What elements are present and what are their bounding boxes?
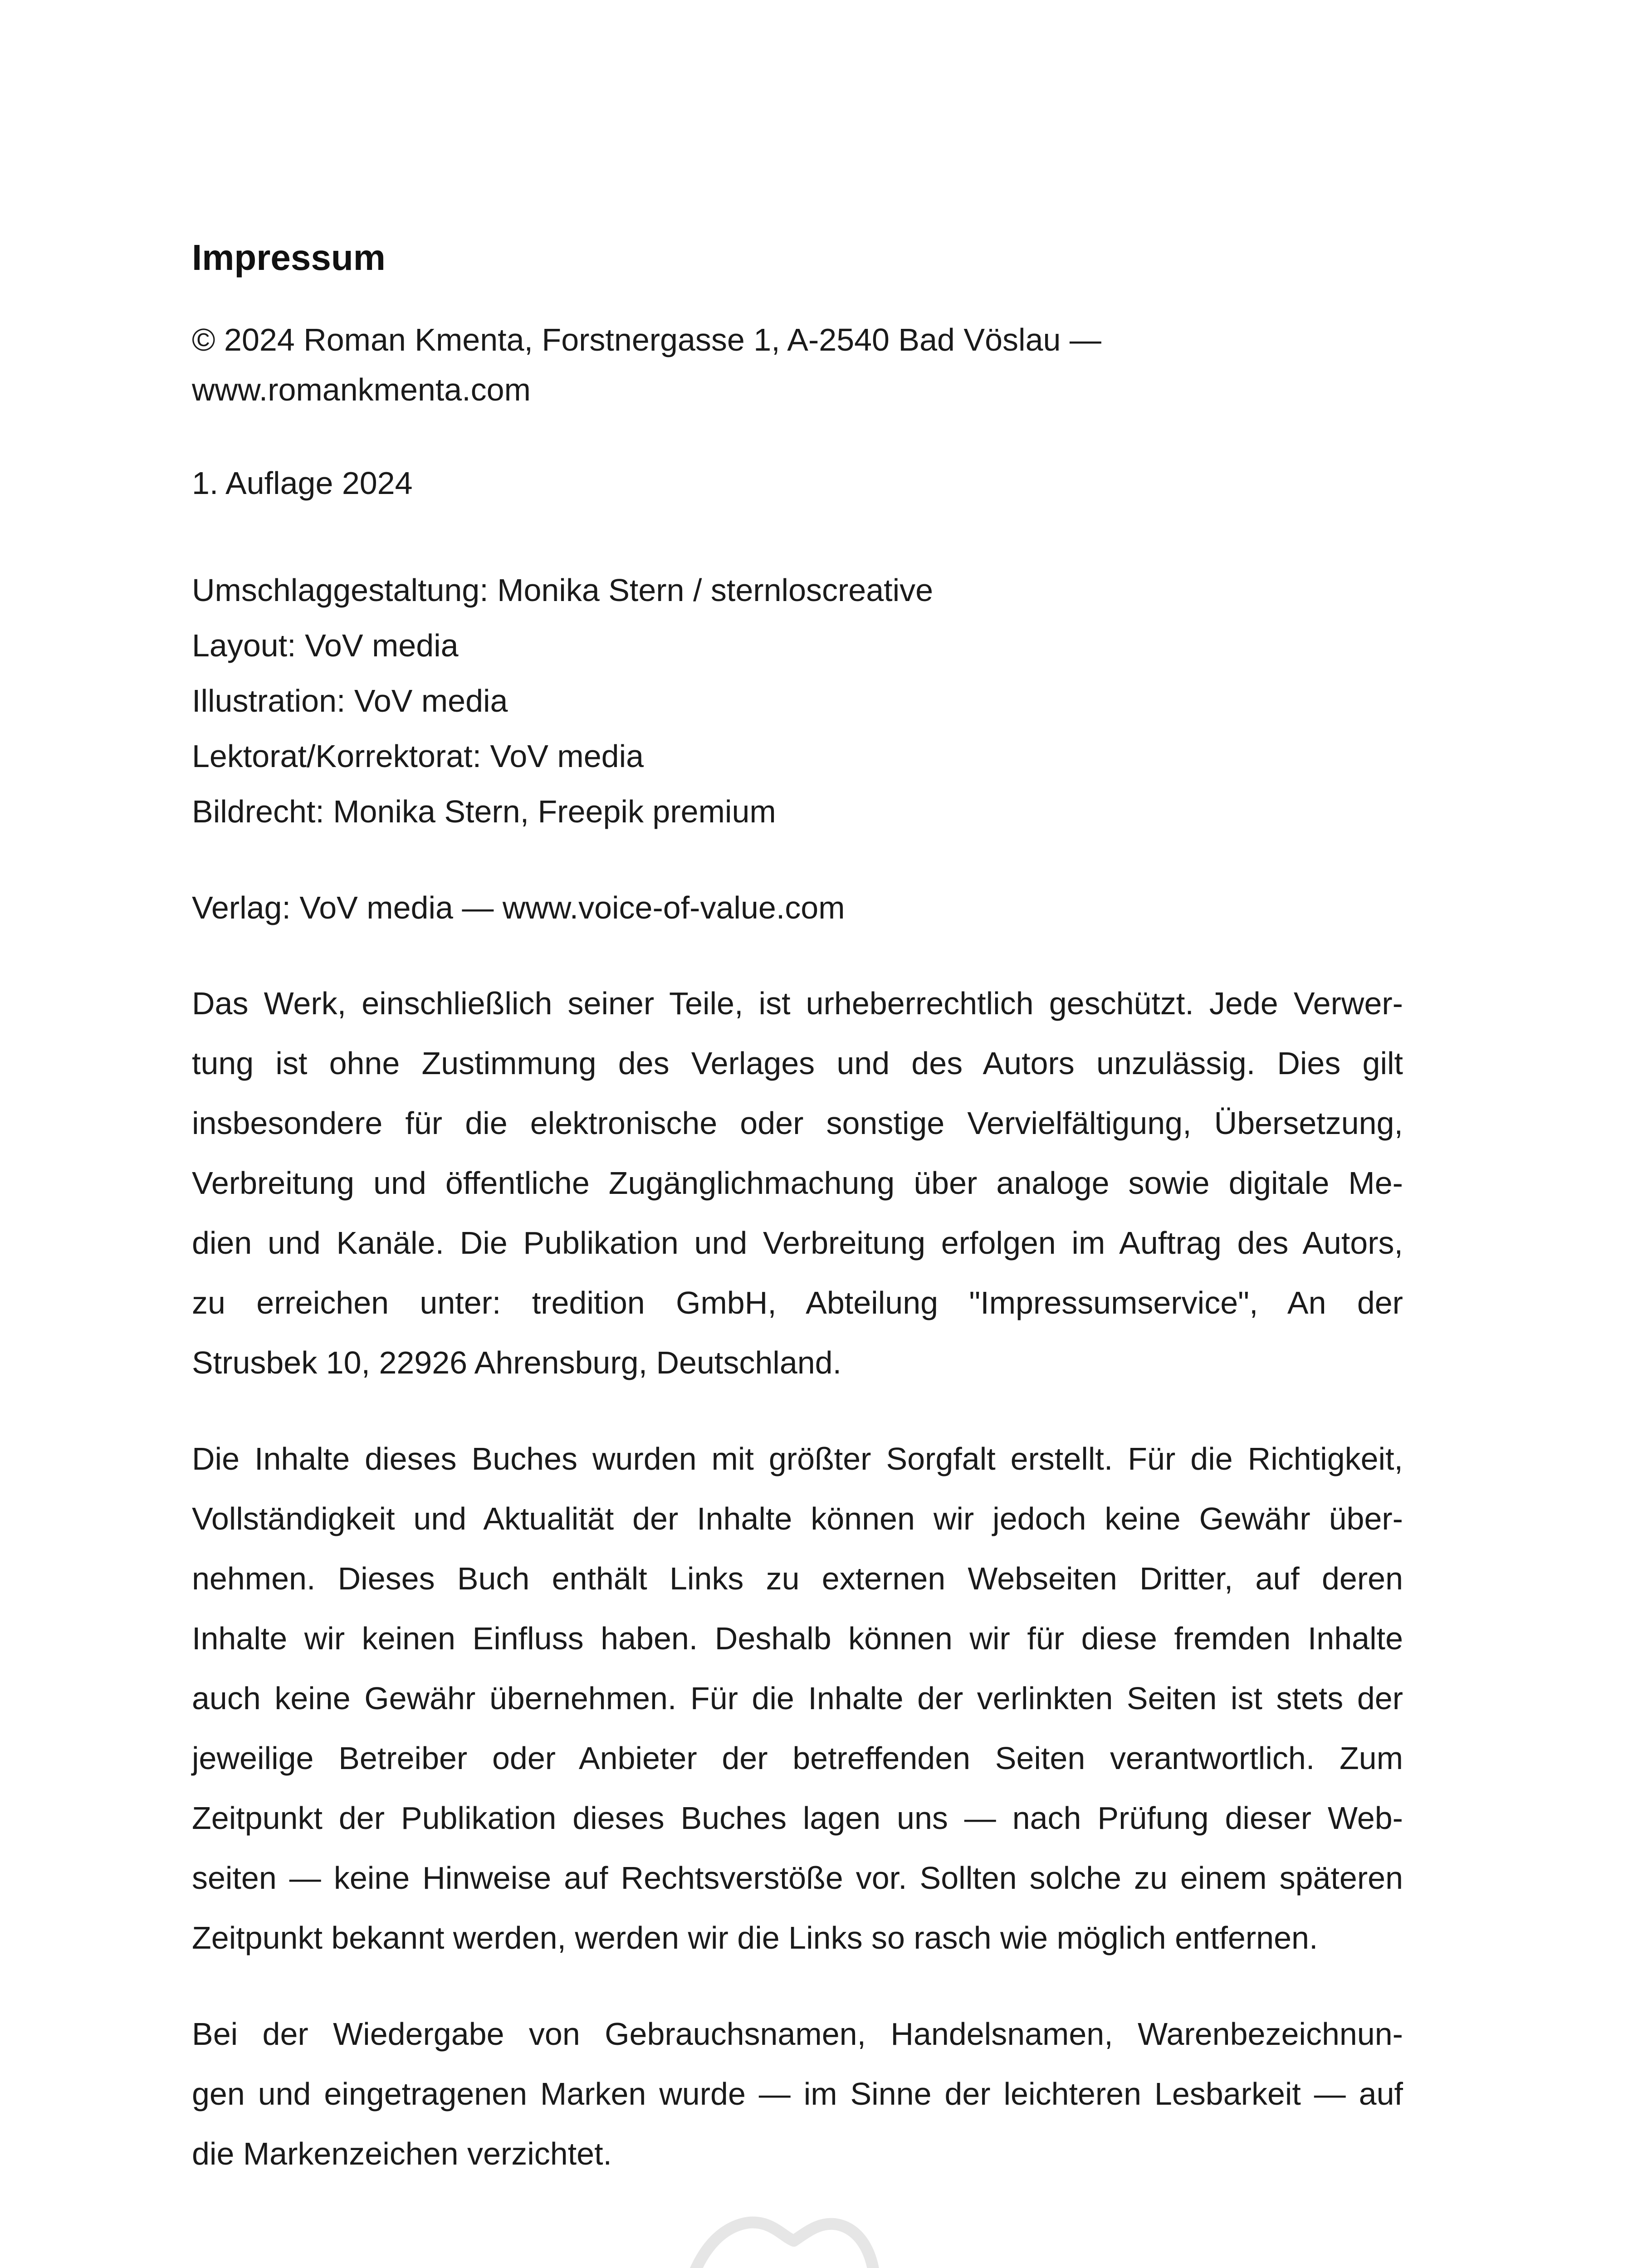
paragraph-line: Zeitpunkt der Publikation dieses Buches lagen uns — nach Prüfung dieser Web- xyxy=(192,1800,1403,1836)
credit-illustration: Illustration: VoV media xyxy=(192,683,508,719)
paragraph-line: Die Inhalte dieses Buches wurden mit größter Sorgfalt erstellt. Für die Richtigkeit, xyxy=(192,1441,1403,1476)
credit-layout: Layout: VoV media xyxy=(192,628,459,663)
paragraph-line: auch keine Gewähr übernehmen. Für die Inhalte der verlinkten Seiten ist stets der xyxy=(192,1681,1403,1716)
credit-image-rights: Bildrecht: Monika Stern, Freepik premium xyxy=(192,794,776,829)
copyright-line: © 2024 Roman Kmenta, Forstnergasse 1, A-2540 Bad Vöslau — xyxy=(192,322,1101,357)
paragraph-line: tung ist ohne Zustimmung des Verlages und des Autors unzulässig. Dies gilt xyxy=(192,1046,1403,1081)
paragraph-line: Zeitpunkt bekannt werden, werden wir die Links so rasch wie möglich entfernen. xyxy=(192,1920,1318,1955)
paragraph-line: zu erreichen unter: tredition GmbH, Abteilung "Impressumservice", An der xyxy=(192,1285,1403,1320)
paragraph-line: dien und Kanäle. Die Publikation und Verbreitung erfolgen im Auftrag des Autors, xyxy=(192,1225,1403,1261)
paragraph-line: insbesondere für die elektronische oder sonstige Vervielfältigung, Übersetzung, xyxy=(192,1105,1403,1141)
liability-paragraph xyxy=(192,1429,1403,1968)
publisher-info xyxy=(192,883,1403,933)
paragraph-line: Inhalte wir keinen Einfluss haben. Deshalb können wir für diese fremden Inhalte xyxy=(192,1621,1403,1656)
copyright-paragraph xyxy=(192,973,1403,1393)
paragraph-line: Verbreitung und öffentliche Zugänglichmachung über analoge sowie digitale Me- xyxy=(192,1165,1403,1201)
edition-info xyxy=(192,458,1403,508)
copyright-notice xyxy=(192,315,1403,415)
paragraph-line: Vollständigkeit und Aktualität der Inhalte können wir jedoch keine Gewähr über- xyxy=(192,1501,1403,1536)
paragraph-line: seiten — keine Hinweise auf Rechtsverstöße vor. Sollten solche zu einem späteren xyxy=(192,1860,1403,1896)
tooth-outline-icon xyxy=(667,2214,885,2268)
impressum-content xyxy=(192,236,1403,2220)
edition-line: 1. Auflage 2024 xyxy=(192,465,413,501)
page-title: Impressum xyxy=(192,237,386,278)
paragraph-line: Das Werk, einschließlich seiner Teile, ist urheberrechtlich geschützt. Jede Verwer- xyxy=(192,986,1403,1021)
author-website: www.romankmenta.com xyxy=(192,372,531,407)
paragraph-line: die Markenzeichen verzichtet. xyxy=(192,2136,612,2171)
paragraph-line: gen und eingetragenen Marken wurde — im Sinne der leichteren Lesbarkeit — auf xyxy=(192,2076,1403,2112)
paragraph-line: jeweilige Betreiber oder Anbieter der betreffenden Seiten verantwortlich. Zum xyxy=(192,1740,1403,1776)
publisher-line: Verlag: VoV media — www.voice-of-value.com xyxy=(192,890,845,925)
paragraph-line: Strusbek 10, 22926 Ahrensburg, Deutschland. xyxy=(192,1345,842,1380)
paragraph-line: nehmen. Dieses Buch enthält Links zu externen Webseiten Dritter, auf deren xyxy=(192,1561,1403,1596)
credits-list xyxy=(192,562,1403,839)
tooth-outline-path xyxy=(680,2223,875,2268)
credit-editing: Lektorat/Korrektorat: VoV media xyxy=(192,738,644,774)
paragraph-line: Bei der Wiedergabe von Gebrauchsnamen, Handelsnamen, Warenbezeichnun- xyxy=(192,2016,1403,2052)
credit-cover-design: Umschlaggestaltung: Monika Stern / sternloscreative xyxy=(192,572,934,608)
trademark-paragraph xyxy=(192,2004,1403,2184)
